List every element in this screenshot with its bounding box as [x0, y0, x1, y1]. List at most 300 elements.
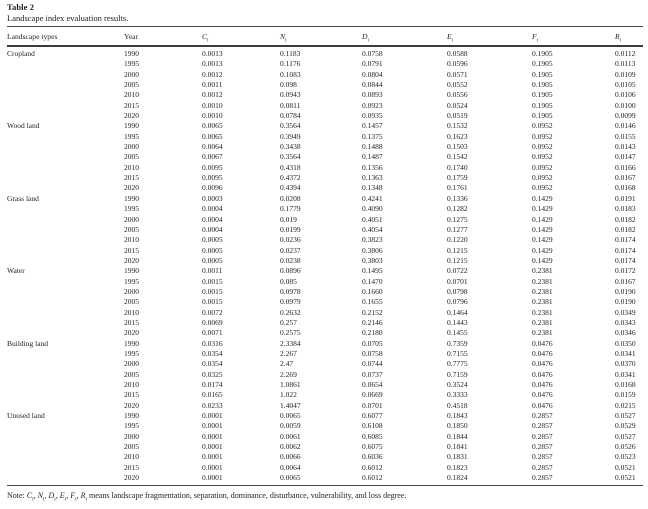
table-cell: 0.1457 [362, 121, 383, 131]
table-cell: 1990 [124, 266, 139, 276]
table-row [7, 132, 643, 142]
table-cell: 0.0191 [615, 193, 636, 203]
landscape-type-cell [7, 421, 124, 431]
column-header-index: $R_i$ [615, 27, 643, 47]
table-cell: 0.1655 [362, 297, 383, 307]
table-row [7, 452, 643, 462]
landscape-type-cell [7, 318, 124, 328]
table-label: Table 2 [7, 2, 35, 12]
table-row [7, 473, 643, 486]
table-cell: 0.0952 [532, 121, 553, 131]
table-row [7, 390, 643, 400]
table-cell: 0.1215 [447, 255, 468, 265]
table-cell: 0.0168 [615, 183, 636, 193]
table-cell: 0.1740 [447, 162, 468, 172]
table-cell: 0.0844 [362, 80, 383, 90]
table-cell: 0.0346 [615, 328, 636, 338]
table-cell: 0.0978 [280, 286, 301, 296]
table-cell: 0.0804 [362, 69, 383, 79]
table-cell: 0.257 [280, 317, 297, 327]
table-cell: 2015 [124, 462, 139, 472]
table-cell: 0.0061 [280, 431, 301, 441]
table-row [7, 70, 643, 80]
table-cell: 0.0113 [615, 59, 636, 69]
table-cell: 0.0701 [447, 276, 468, 286]
table-cell: 0.0370 [615, 359, 636, 369]
table-cell: 0.1841 [447, 442, 468, 452]
table-row [7, 328, 643, 338]
table-cell: 0.1844 [447, 431, 468, 441]
table-cell: 0.3524 [447, 380, 468, 389]
table-cell: 0.6012 [362, 462, 383, 472]
table-cell: 0.6108 [362, 421, 383, 431]
table-cell: 0.1850 [447, 421, 468, 431]
table-cell: 0.1356 [362, 162, 383, 172]
table-row [7, 204, 643, 214]
table-cell: 0.0952 [532, 142, 553, 152]
table-cell: 0.1220 [447, 235, 468, 245]
landscape-type-cell [7, 70, 124, 80]
table-cell: 0.0166 [615, 162, 636, 172]
table-row [7, 163, 643, 173]
table-cell: 0.019 [280, 214, 297, 224]
table-cell: 2020 [124, 473, 139, 483]
table-cell: 0.2381 [532, 307, 553, 317]
table-cell: 0.0001 [202, 442, 223, 452]
table-cell: 0.0796 [447, 297, 468, 307]
table-row [7, 46, 643, 59]
table-cell: 2000 [124, 431, 139, 441]
table-cell: 0.0325 [202, 369, 223, 379]
table-row [7, 297, 643, 307]
table-cell: 0.0190 [615, 297, 636, 307]
table-cell: 0.2857 [532, 452, 553, 462]
table-cell: 0.2857 [532, 473, 553, 483]
table-cell: 0.1905 [532, 80, 553, 90]
table-cell: 0.085 [280, 276, 297, 286]
table-cell: 0.0705 [362, 338, 383, 348]
table-cell: 0.1905 [532, 111, 553, 121]
table-cell: 0.0059 [280, 421, 301, 431]
table-cell: 0.4394 [280, 183, 301, 193]
table-cell: 0.1336 [447, 193, 468, 203]
table-cell: 0.1759 [447, 173, 468, 183]
table-cell: 0.2632 [280, 307, 301, 317]
table-cell: 0.4054 [362, 224, 383, 234]
table-cell: 0.0519 [447, 111, 468, 121]
table-cell: 2015 [124, 390, 139, 400]
table-cell: 0.0526 [615, 442, 636, 452]
table-cell: 0.1905 [532, 90, 553, 100]
table-cell: 0.0011 [202, 266, 223, 276]
table-cell: 0.3564 [280, 152, 301, 162]
table-cell: 0.6077 [362, 411, 383, 421]
table-cell: 2005 [124, 224, 139, 234]
landscape-type-cell [7, 80, 124, 90]
table-cell: 0.1429 [532, 224, 553, 234]
table-row [7, 142, 643, 152]
table-cell: 0.0952 [532, 173, 553, 183]
landscape-index-table [7, 26, 643, 486]
table-row [7, 266, 643, 276]
table-cell: 2020 [124, 328, 139, 338]
table-cell: 0.2575 [280, 328, 301, 338]
table-cell: 0.0527 [615, 411, 636, 421]
landscape-type-cell: Wood land [7, 121, 40, 131]
landscape-type-cell: Building land [7, 338, 49, 348]
table-cell: 0.1429 [532, 255, 553, 265]
table-cell: 0.0588 [447, 49, 468, 58]
table-cell: 0.0182 [615, 214, 636, 224]
table-cell: 0.0012 [202, 69, 223, 79]
table-cell: 1990 [124, 411, 139, 421]
table-cell: 0.0174 [202, 380, 223, 389]
table-cell: 1995 [124, 131, 139, 141]
table-cell: 0.1470 [362, 276, 383, 286]
table-cell: 0.1487 [362, 152, 383, 162]
table-cell: 0.1183 [280, 49, 301, 58]
table-cell: 0.1843 [447, 411, 468, 421]
table-cell: 0.1429 [532, 245, 553, 255]
table-row [7, 287, 643, 297]
table-cell: 0.0013 [202, 59, 223, 69]
landscape-type-cell [7, 142, 124, 152]
table-cell: 2000 [124, 69, 139, 79]
table-cell: 0.0095 [202, 162, 223, 172]
table-row [7, 152, 643, 162]
table-cell: 2005 [124, 80, 139, 90]
table-cell: 0.0015 [202, 276, 223, 286]
table-cell: 0.0238 [280, 255, 301, 265]
landscape-type-cell [7, 215, 124, 225]
table-cell: 0.0354 [202, 348, 223, 358]
table-cell: 0.0571 [447, 69, 468, 79]
table-cell: 0.6075 [362, 442, 383, 452]
landscape-type-cell [7, 287, 124, 297]
table-row [7, 246, 643, 256]
table-cell: 1.022 [280, 390, 297, 400]
table-cell: 0.1429 [532, 235, 553, 245]
table-row [7, 173, 643, 183]
table-cell: 1990 [124, 338, 139, 348]
landscape-type-cell: Water [7, 266, 25, 276]
table-cell: 0.0952 [532, 131, 553, 141]
table-cell: 0.3803 [362, 255, 383, 265]
table-cell: 0.0065 [280, 411, 301, 421]
table-cell: 2005 [124, 152, 139, 162]
table-cell: 0.0476 [532, 348, 553, 358]
table-cell: 0.0343 [615, 317, 636, 327]
table-cell: 0.2381 [532, 328, 553, 338]
table-cell: 2015 [124, 173, 139, 183]
table-cell: 0.0012 [202, 90, 223, 100]
table-cell: 0.6012 [362, 473, 383, 483]
table-row [7, 215, 643, 225]
table-row [7, 442, 643, 452]
table-cell: 0.0013 [202, 49, 223, 58]
table-cell: 0.1823 [447, 462, 468, 472]
table-cell: 0.1275 [447, 214, 468, 224]
landscape-type-cell [7, 246, 124, 256]
landscape-type-cell [7, 297, 124, 307]
table-cell: 0.0005 [202, 245, 223, 255]
table-cell: 0.7155 [447, 348, 468, 358]
table-cell: 0.0096 [202, 183, 223, 193]
landscape-type-cell [7, 163, 124, 173]
table-cell: 2010 [124, 90, 139, 100]
table-cell: 2005 [124, 369, 139, 379]
table-cell: 0.3806 [362, 245, 383, 255]
table-cell: 0.2381 [532, 286, 553, 296]
landscape-type-cell [7, 308, 124, 318]
table-cell: 0.0069 [202, 317, 223, 327]
table-cell: 0.0758 [362, 348, 383, 358]
table-cell: 0.0523 [615, 452, 636, 462]
table-cell: 0.0896 [280, 266, 301, 276]
landscape-type-cell: Grass land [7, 193, 39, 203]
table-cell: 0.0744 [362, 359, 383, 369]
table-cell: 0.0109 [615, 69, 636, 79]
table-cell: 0.2381 [532, 266, 553, 276]
table-row [7, 194, 643, 204]
table-cell: 0.0062 [280, 442, 301, 452]
table-cell: 0.0071 [202, 328, 223, 338]
table-cell: 2000 [124, 359, 139, 369]
table-cell: 0.2180 [362, 328, 383, 338]
table-cell: 0.0015 [202, 286, 223, 296]
table-cell: 0.0952 [532, 152, 553, 162]
landscape-type-cell [7, 256, 124, 266]
table-cell: 0.2152 [362, 307, 383, 317]
landscape-type-cell [7, 359, 124, 369]
table-cell: 2010 [124, 307, 139, 317]
table-cell: 2.47 [280, 359, 294, 369]
table-cell: 0.0066 [280, 452, 301, 462]
table-cell: 0.0072 [202, 307, 223, 317]
table-row [7, 432, 643, 442]
table-cell: 1990 [124, 193, 139, 203]
table-cell: 0.0476 [532, 380, 553, 389]
table-row [7, 421, 643, 431]
table-cell: 0.3949 [280, 131, 301, 141]
table-cell: 0.0004 [202, 214, 223, 224]
landscape-type-cell [7, 328, 124, 338]
table-cell: 0.0341 [615, 348, 636, 358]
table-row [7, 183, 643, 193]
table-cell: 0.2381 [532, 276, 553, 286]
table-cell: 0.1905 [532, 69, 553, 79]
landscape-type-cell [7, 370, 124, 380]
table-cell: 0.0167 [615, 173, 636, 183]
table-cell: 0.0010 [202, 100, 223, 110]
table-cell: 2020 [124, 111, 139, 121]
table-cell: 0.0112 [615, 49, 636, 58]
table-cell: 0.0010 [202, 111, 223, 121]
table-cell: 0.0155 [615, 131, 636, 141]
table-cell: 0.0556 [447, 90, 468, 100]
landscape-type-cell: Unused land [7, 411, 45, 421]
table-cell: 0.3333 [447, 390, 468, 400]
table-cell: 0.4318 [280, 162, 301, 172]
table-cell: 0.1215 [447, 245, 468, 255]
table-cell: 0.1443 [447, 317, 468, 327]
landscape-type-cell [7, 152, 124, 162]
table-cell: 0.1824 [447, 473, 468, 483]
table-cell: 0.0001 [202, 462, 223, 472]
table-cell: 0.1831 [447, 452, 468, 462]
column-header: Year [124, 27, 202, 47]
table-cell: 0.0001 [202, 452, 223, 462]
table-cell: 2015 [124, 100, 139, 110]
landscape-type-cell [7, 432, 124, 442]
table-cell: 0.0001 [202, 473, 223, 483]
landscape-type-cell [7, 277, 124, 287]
table-cell: 0.4051 [362, 214, 383, 224]
table-cell: 2015 [124, 317, 139, 327]
table-cell: 0.0099 [615, 111, 636, 121]
table-cell: 0.1503 [447, 142, 468, 152]
table-cell: 1990 [124, 121, 139, 131]
table-cell: 1.4047 [280, 400, 301, 410]
landscape-type-cell [7, 183, 124, 193]
table-cell: 0.1429 [532, 214, 553, 224]
table-row [7, 463, 643, 473]
landscape-type-cell [7, 452, 124, 462]
table-cell: 0.1532 [447, 121, 468, 131]
table-cell: 0.2146 [362, 317, 383, 327]
table-cell: 0.0199 [280, 224, 301, 234]
table-cell: 0.1464 [447, 307, 468, 317]
table-row [7, 401, 643, 411]
table-cell: 0.0005 [202, 255, 223, 265]
table-cell: 0.0011 [202, 80, 223, 90]
table-cell: 0.0654 [362, 380, 383, 389]
table-cell: 0.2857 [532, 431, 553, 441]
table-cell: 0.0147 [615, 152, 636, 162]
table-row [7, 349, 643, 359]
column-header: Landscape types [7, 27, 124, 47]
table-cell: 0.0476 [532, 369, 553, 379]
table-cell: 0.0004 [202, 224, 223, 234]
table-cell: 0.4372 [280, 173, 301, 183]
table-cell: 0.4518 [447, 400, 468, 410]
table-cell: 0.0183 [615, 204, 636, 214]
landscape-type-cell [7, 463, 124, 473]
table-cell: 0.0349 [615, 307, 636, 317]
column-header-index: $E_i$ [447, 27, 532, 47]
table-row [7, 370, 643, 380]
table-cell: 0.0064 [202, 142, 223, 152]
landscape-type-cell [7, 173, 124, 183]
table-cell: 0.1495 [362, 266, 383, 276]
table-cell: 0.0065 [202, 131, 223, 141]
table-cell: 0.1905 [532, 59, 553, 69]
table-cell: 0.098 [280, 80, 297, 90]
table-cell: 2010 [124, 380, 139, 389]
table-cell: 1995 [124, 348, 139, 358]
column-header-index: $D_i$ [362, 27, 447, 47]
landscape-type-cell [7, 132, 124, 142]
table-cell: 0.0095 [202, 173, 223, 183]
table-cell: 0.0064 [280, 462, 301, 472]
table-cell: 0.0893 [362, 90, 383, 100]
landscape-type-cell [7, 204, 124, 214]
table-row [7, 101, 643, 111]
table-cell: 0.0758 [362, 49, 383, 58]
table-cell: 0.0923 [362, 100, 383, 110]
table-cell: 0.1363 [362, 173, 383, 183]
landscape-type-cell: Cropland [7, 49, 35, 58]
table-row [7, 59, 643, 69]
landscape-type-cell [7, 401, 124, 411]
table-cell: 2020 [124, 400, 139, 410]
landscape-type-cell [7, 442, 124, 452]
table-cell: 0.3564 [280, 121, 301, 131]
landscape-type-cell [7, 473, 124, 486]
table-cell: 0.2381 [532, 317, 553, 327]
table-row [7, 339, 643, 349]
table-cell: 0.0174 [615, 235, 636, 245]
table-cell: 1995 [124, 204, 139, 214]
table-cell: 0.0015 [202, 297, 223, 307]
landscape-type-cell [7, 59, 124, 69]
table-cell: 0.0168 [615, 380, 636, 389]
table-cell: 0.0552 [447, 80, 468, 90]
table-cell: 0.2857 [532, 411, 553, 421]
table-cell: 2015 [124, 245, 139, 255]
table-cell: 0.0476 [532, 359, 553, 369]
table-cell: 0.0701 [362, 400, 383, 410]
table-cell: 0.0067 [202, 152, 223, 162]
table-cell: 2000 [124, 214, 139, 224]
table-cell: 0.0105 [615, 80, 636, 90]
table-cell: 0.3438 [280, 142, 301, 152]
table-row [7, 121, 643, 131]
table-cell: 0.0476 [532, 400, 553, 410]
table-cell: 0.0106 [615, 90, 636, 100]
table-row [7, 318, 643, 328]
table-cell: 0.1905 [532, 100, 553, 110]
column-header-index: $F_i$ [532, 27, 615, 47]
table-cell: 0.1542 [447, 152, 468, 162]
table-cell: 0.0167 [615, 276, 636, 286]
landscape-type-cell [7, 390, 124, 400]
table-cell: 0.0159 [615, 390, 636, 400]
table-cell: 0.1282 [447, 204, 468, 214]
table-cell: 0.0143 [615, 142, 636, 152]
table-cell: 2010 [124, 162, 139, 172]
table-cell: 0.4241 [362, 193, 383, 203]
table-cell: 0.1083 [280, 69, 301, 79]
table-cell: 0.0476 [532, 390, 553, 400]
table-cell: 1995 [124, 276, 139, 286]
table-cell: 0.0100 [615, 100, 636, 110]
table-cell: 0.1761 [447, 183, 468, 193]
table-cell: 0.0979 [280, 297, 301, 307]
table-cell: 0.1429 [532, 193, 553, 203]
table-cell: 0.0065 [280, 473, 301, 483]
landscape-type-cell [7, 225, 124, 235]
table-cell: 0.0952 [532, 162, 553, 172]
table-header-row [7, 27, 643, 47]
table-cell: 0.1660 [362, 286, 383, 296]
table-cell: 0.7775 [447, 359, 468, 369]
table-cell: 0.0527 [615, 431, 636, 441]
table-row [7, 256, 643, 266]
landscape-type-cell [7, 349, 124, 359]
table-cell: 0.0165 [202, 390, 223, 400]
table-cell: 0.0003 [202, 193, 223, 203]
